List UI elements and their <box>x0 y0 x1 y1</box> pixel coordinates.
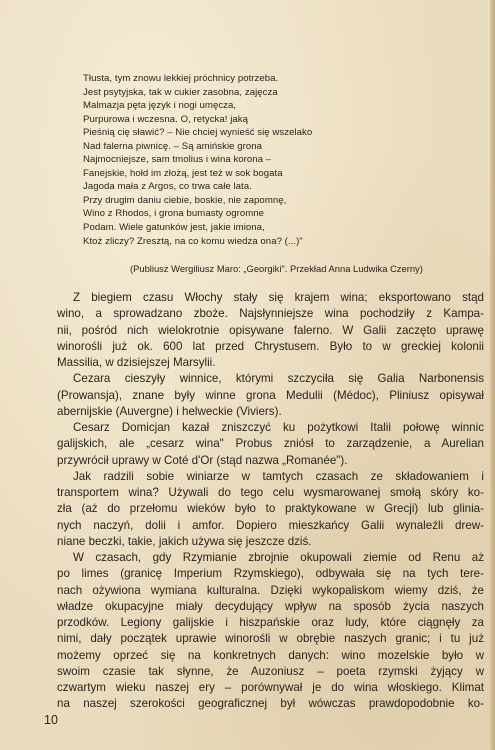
page-edge <box>490 0 495 750</box>
text-line: nimi, dały początek uprawie winorośli w obrębie naszych granic; i tu już <box>57 632 484 646</box>
text-line: Cezara cieszyły winnice, którymi szczyciła się Galia Narbonensis <box>73 372 484 386</box>
text-line: abernijskie (Auvergne) i helweckie (Viviers). <box>57 404 282 418</box>
poem-line: Ktoż zliczy? Zresztą, na co komu wiedza ona? (...)" <box>83 235 303 247</box>
text-line: nych naczyń, dolii i amfor. Dopiero mieszkańcy Galii wynaleźli drew- <box>57 518 484 532</box>
text-line: niane beczki, takie, jakich używa się jeszcze dziś. <box>57 534 312 548</box>
page-number: 10 <box>44 713 58 727</box>
text-line: winorośli już ok. 600 lat przed Chrystusem. Było to w greckiej kolonii <box>57 339 484 353</box>
text-line: nach ożywiona wymiana kulturalna. Dzięki wykopaliskom wiemy dziś, że <box>57 583 484 597</box>
text-line: (Prowansja), znane były winne grona Medulii (Médoc), Pliniusz opisywał <box>57 388 484 402</box>
body-text <box>57 290 484 713</box>
text-line: Massilia, w dzisiejszej Marsylii. <box>57 356 216 369</box>
poem-line: Malmazja pęta język i nogi umęcza, <box>83 100 237 112</box>
text-line: przodków. Legiony galijskie i hiszpańskie oraz ludy, które ciągnęły za <box>57 616 484 629</box>
text-line: Jak radzili sobie winiarze w tamtych czasach ze składowaniem i <box>73 469 484 483</box>
poem-line: Pieśnią cię sławić? – Nie chciej wynieść się wszelako <box>83 127 313 139</box>
text-line: galijskich, ale „cesarz wina" Probus zniósł to zarządzenie, a Aurelian <box>57 437 484 451</box>
text-line: na naszej szerokości geograficznej był wówczas prawdopodobnie ko- <box>57 697 484 711</box>
text-line: po limes (granicę Imperium Rzymskiego), odbywała się na tych tere- <box>57 567 484 581</box>
text-line: Cesarz Domicjan kazał zniszczyć ku pożytkowi Italii połowę winnic <box>73 421 484 434</box>
text-line: możemy oprzeć się na konkretnych danych: wino mozelskie było w <box>57 648 484 662</box>
poem-line: Fanejskie, hołd im złożą, jest też w sok bogata <box>83 167 283 179</box>
poem-line: Nad falerna piwnicę. – Są amińskie grona <box>83 140 263 152</box>
text-line: czwartym wieku naszej ery – porównywał je do wina włoskiego. Klimat <box>57 681 484 694</box>
poem-attribution: (Publiusz Wergiliusz Maro: „Georgiki". Przekład Anna Ludwika Czerny) <box>130 263 423 274</box>
poem-quote <box>83 72 463 248</box>
text-line: Z biegiem czasu Włochy stały się krajem wina; eksportowano stąd <box>73 291 484 304</box>
poem-line: Jagoda mała z Argos, co trwa całe lata. <box>83 181 252 193</box>
poem-line: Najmocniejsze, sam tmolius i wina korona – <box>83 154 272 166</box>
text-line: zła (aż do przełomu wieków było to praktykowane w Grecji) lub glinia- <box>57 502 484 516</box>
poem-line: Podam. Wiele gatunków jest, jakie imiona, <box>83 222 265 234</box>
text-line: wino, a sprowadzano zboże. Najsłynniejsze wina pochodziły z Kampa- <box>57 307 484 321</box>
poem-line: Tłusta, tym znowu lekkiej próchnicy potrzeba. <box>83 73 279 84</box>
text-line: W czasach, gdy Rzymianie zbrojnie okupowali ziemie od Renu aż <box>73 551 484 564</box>
text-line: władze okupacyjne miały decydujący wpływ na sposób życia naszych <box>57 599 484 613</box>
text-line: transportem wina? Używali do tego celu wysmarowanej smołą skóry ko- <box>57 486 484 499</box>
text-line: swoim czasie tak słynne, że Auzoniusz – poeta rzymski żyjący w <box>57 664 484 678</box>
poem-line: Wino z Rhodos, i grona bumasty ogromne <box>83 208 265 220</box>
poem-line: Purpurowa i wczesna. O, retycka! jaką <box>83 113 249 125</box>
poem-line: Jest psytyjska, tak w cukier zasobna, zajęcza <box>83 86 278 98</box>
text-line: nii, pośród nich wielokrotnie opisywane falerno. W Galii zaczęto uprawę <box>57 323 484 337</box>
text-line: przywrócił uprawy w Coté d'Or (stąd nazwa „Romanée"). <box>57 453 348 467</box>
poem-line: Przy drugim daniu ciebie, boskie, nie zapomnę, <box>83 194 287 206</box>
